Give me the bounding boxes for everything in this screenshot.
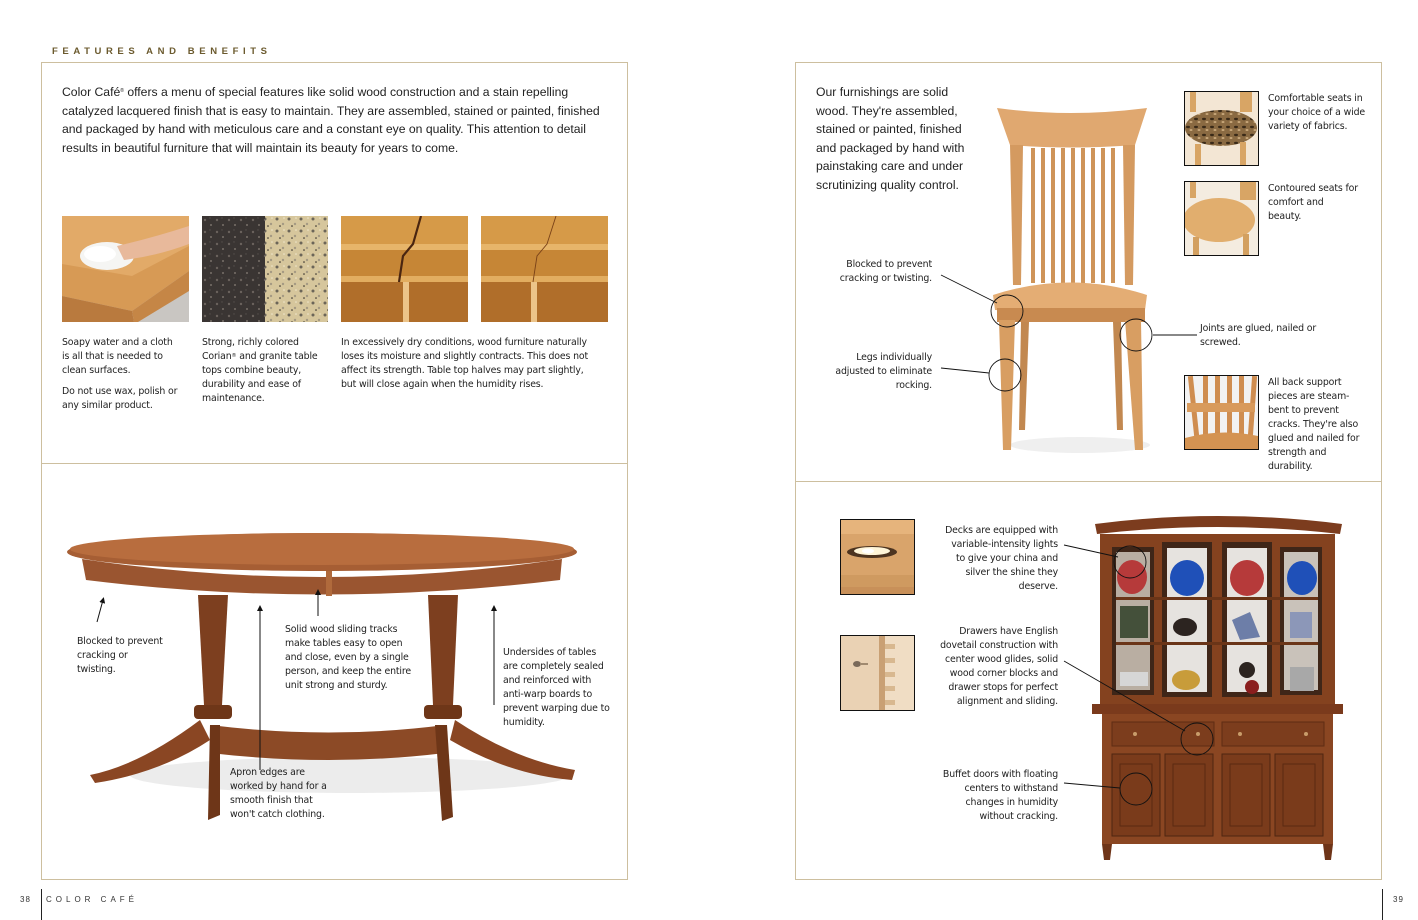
- left-divider: [41, 463, 628, 464]
- table-callout-apron: Apron edges are worked by hand for a smooth finish that won't catch clothing.: [230, 767, 327, 820]
- caption-corian-text: Strong, richly colored Corian: [202, 337, 299, 362]
- page-number-right: 39: [1393, 895, 1404, 904]
- registered-mark: ®: [120, 88, 124, 94]
- hutch-callout-lines: [1060, 535, 1220, 815]
- chair-callout-joints: Joints are glued, nailed or screwed.: [1200, 323, 1317, 348]
- intro-text: offers a menu of special features like solid wood construction and a stain repelling catalyzed lacquered finish that is easy to maintain. They are assembled, stained or painted, finished and packaged by hand with meticulous care and a constant eye on quality. This attention to detail results in beautiful furniture that will maintain its beauty for years to come.: [62, 85, 600, 155]
- hutch-callout-decks: Decks are equipped with variable-intensity lights to give your china and silver the shine they deserve.: [945, 525, 1058, 592]
- footer-brand: COLOR CAFÉ: [46, 895, 139, 904]
- table-top-closed-photo: [481, 216, 608, 322]
- caption-humidity: In excessively dry conditions, wood furniture naturally loses its moisture and slightly contracts. This does not affect its strength. Table top halves may part slightly, but will close again when the humidity rises.: [341, 337, 588, 390]
- corian-granite-photo: [202, 216, 328, 322]
- fabric-seat-thumb: [1184, 91, 1259, 166]
- caption-cleaning-2: Do not use wax, polish or any similar product.: [62, 386, 178, 411]
- caption-cleaning: [62, 336, 182, 420]
- hutch-callout-doors: Buffet doors with floating centers to withstand changes in humidity without cracking.: [942, 769, 1058, 822]
- page-number-left: 38: [20, 895, 31, 904]
- footer-divider-right: [1382, 889, 1383, 920]
- chair-detail-contoured: Contoured seats for comfort and beauty.: [1268, 183, 1358, 222]
- table-callout-blocked: Blocked to prevent cracking or twisting.: [77, 636, 163, 675]
- table-callout-undersides: Undersides of tables are completely sealed and reinforced with anti-warp boards to prevent warping due to humidity.: [503, 647, 610, 728]
- chair-callout-legs: Legs individually adjusted to eliminate rocking.: [835, 352, 932, 391]
- chair-callout-lines: [935, 265, 1205, 400]
- section-title: FEATURES AND BENEFITS: [52, 46, 272, 57]
- caption-corian-text-end: and granite table tops combine beauty, durability and ease of maintenance.: [202, 351, 318, 404]
- chair-detail-back-support: All back support pieces are steam-bent to prevent cracks. They're also glued and nailed for strength and durability.: [1268, 377, 1360, 472]
- left-intro: [62, 83, 610, 157]
- hutch-callout-drawers: Drawers have English dovetail construction with center wood glides, solid wood corner blocks and drawer stops for perfect alignment and sliding.: [940, 626, 1058, 707]
- right-divider: [795, 481, 1382, 482]
- caption-cleaning-1: Soapy water and a cloth is all that is needed to clean surfaces.: [62, 337, 173, 376]
- table-callout-tracks: Solid wood sliding tracks make tables easy to open and close, even by a single person, and keep the entire unit strong and sturdy.: [285, 624, 411, 691]
- contoured-seat-thumb: [1184, 181, 1259, 256]
- registered-mark: ®: [231, 353, 237, 359]
- caption-corian: [202, 336, 330, 406]
- deck-light-thumb: [840, 519, 915, 595]
- dovetail-drawer-thumb: [840, 635, 915, 711]
- back-support-thumb: [1184, 375, 1259, 450]
- table-top-parted-photo: [341, 216, 468, 322]
- cleaning-cloth-photo: [62, 216, 189, 322]
- brand-name: Color Café: [62, 85, 121, 99]
- chair-detail-fabric: Comfortable seats in your choice of a wide variety of fabrics.: [1268, 93, 1365, 132]
- chair-callout-blocked: Blocked to prevent cracking or twisting.: [839, 259, 932, 284]
- right-intro: Our furnishings are solid wood. They're assembled, stained or painted, finished and packaged by hand with painstaking care and under scrutinizing quality control.: [816, 85, 965, 192]
- footer-divider-left: [41, 889, 42, 920]
